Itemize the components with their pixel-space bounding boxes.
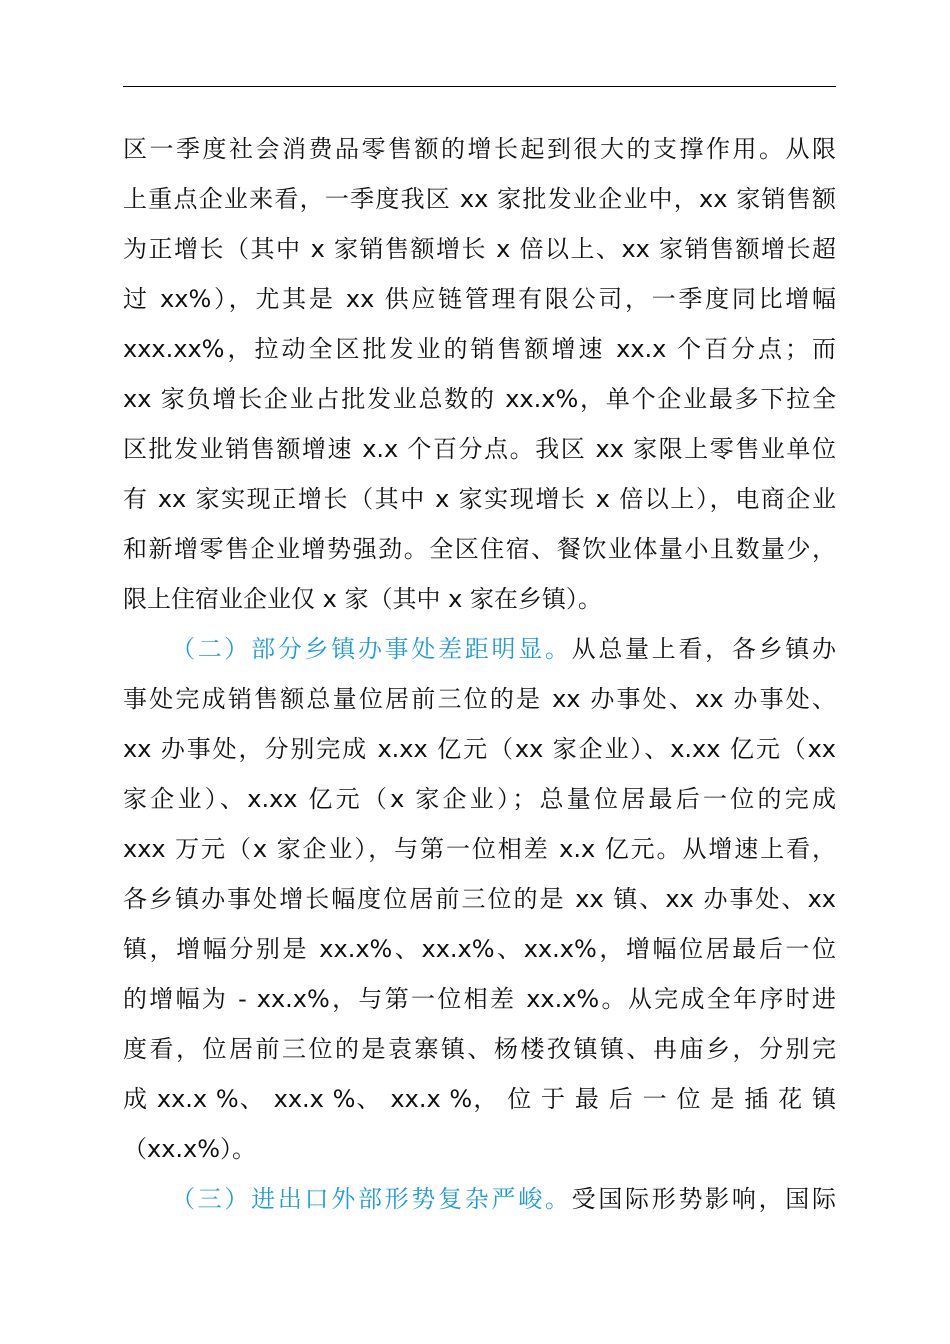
text-line: 限上住宿业企业仅 x 家（其中 x 家在乡镇）。 [123, 585, 602, 613]
text-line [123, 1174, 836, 1224]
paragraph-3 [123, 1174, 836, 1224]
text-line: 为正增长（其中 x 家销售额增长 x 倍以上、xx 家销售额增长超 [123, 235, 836, 263]
header-rule [123, 86, 836, 87]
text-line: 区一季度社会消费品零售额的增长起到很大的支撑作用。从限 [123, 135, 836, 163]
text-line: 镇，增幅分别是 xx.x%、xx.x%、xx.x%，增幅位居最后一位 [123, 935, 836, 963]
text-span: 受国际形势影响，国际 [571, 1185, 836, 1213]
text-line: 事处完成销售额总量位居前三位的是 xx 办事处、xx 办事处、 [123, 685, 836, 713]
text-line: xxx 万元（x 家企业），与第一位相差 x.x 亿元。从增速上看， [123, 835, 836, 863]
paragraph-1 [123, 124, 836, 624]
text-line: 成 xx.x %、 xx.x %、 xx.x %， 位 于 最 后 一 位 是 插 花 镇 [123, 1085, 836, 1113]
text-line: 各乡镇办事处增长幅度位居前三位的是 xx 镇、xx 办事处、xx [123, 885, 836, 913]
text-line: 有 xx 家实现正增长（其中 x 家实现增长 x 倍以上），电商企业 [123, 485, 836, 513]
text-line: 度看，位居前三位的是袁寨镇、杨楼孜镇镇、冉庙乡，分别完 [123, 1035, 836, 1063]
text-line: 区批发业销售额增速 x.x 个百分点。我区 xx 家限上零售业单位 [123, 435, 836, 463]
paragraph-2 [123, 624, 836, 1174]
text-line: （xx.x%）。 [123, 1135, 257, 1163]
document-body [123, 124, 836, 1224]
text-line: 的增幅为 - xx.x%，与第一位相差 xx.x%。从完成全年序时进 [123, 985, 836, 1013]
text-line: xx 办事处，分别完成 x.xx 亿元（xx 家企业）、x.xx 亿元（xx [123, 735, 836, 763]
text-line [123, 624, 836, 674]
text-line: 上重点企业来看，一季度我区 xx 家批发业企业中，xx 家销售额 [123, 185, 836, 213]
text-line: 过 xx%），尤其是 xx 供应链管理有限公司，一季度同比增幅 [123, 285, 836, 313]
text-line: 和新增零售企业增势强劲。全区住宿、餐饮业体量小且数量少， [123, 535, 836, 563]
text-span: 从总量上看，各乡镇办 [571, 635, 836, 663]
text-line: xxx.xx%，拉动全区批发业的销售额增速 xx.x 个百分点；而 [123, 335, 836, 363]
text-line: 家企业）、x.xx 亿元（x 家企业）；总量位居最后一位的完成 [123, 785, 836, 813]
section-heading-3: （三）进出口外部形势复杂严峻。 [171, 1185, 572, 1213]
section-heading-2: （二）部分乡镇办事处差距明显。 [171, 635, 572, 663]
text-line: xx 家负增长企业占批发业总数的 xx.x%，单个企业最多下拉全 [123, 385, 836, 413]
